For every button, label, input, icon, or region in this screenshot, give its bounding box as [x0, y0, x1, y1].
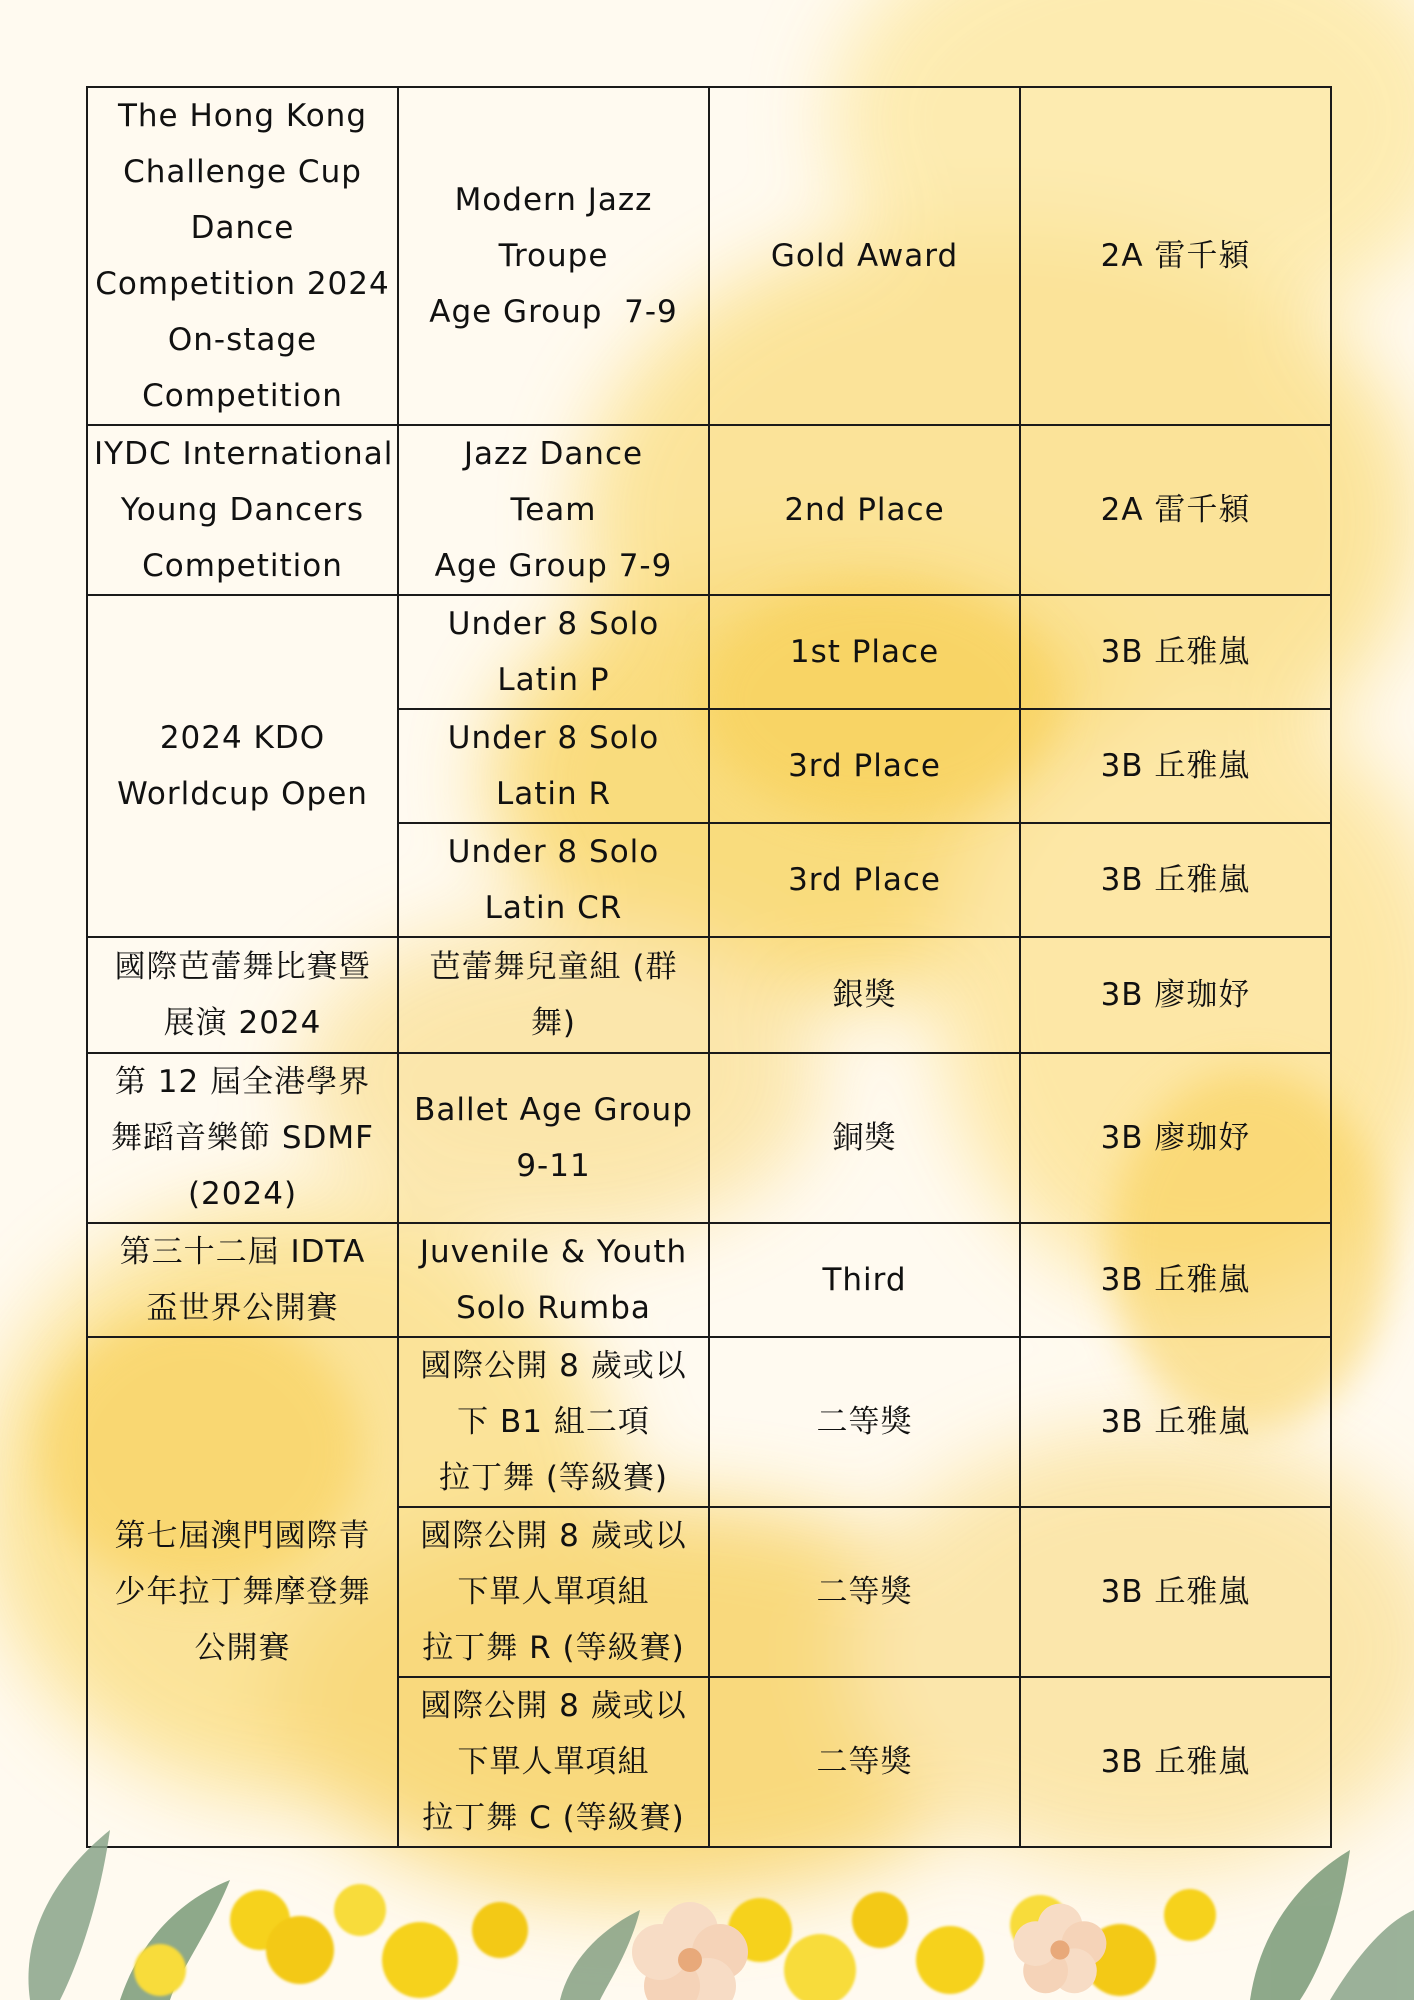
- category-cell: Under 8 Solo Latin CR: [398, 823, 709, 937]
- category-cell: Modern Jazz Troupe Age Group 7-9: [398, 87, 709, 425]
- student-cell: 3B 丘雅嵐: [1020, 1337, 1331, 1507]
- student-cell: 2A 雷千潁: [1020, 87, 1331, 425]
- award-cell: 二等獎: [709, 1507, 1020, 1677]
- student-cell: 3B 丘雅嵐: [1020, 595, 1331, 709]
- category-cell: 芭蕾舞兒童組 (群 舞): [398, 937, 709, 1053]
- award-cell: 3rd Place: [709, 709, 1020, 823]
- student-cell: 3B 丘雅嵐: [1020, 1677, 1331, 1847]
- award-cell: 銅獎: [709, 1053, 1020, 1223]
- competition-cell: 第 12 屆全港學界 舞蹈音樂節 SDMF (2024): [87, 1053, 398, 1223]
- award-cell: Third: [709, 1223, 1020, 1337]
- category-cell: 國際公開 8 歲或以 下 B1 組二項 拉丁舞 (等級賽): [398, 1337, 709, 1507]
- award-cell: 二等獎: [709, 1677, 1020, 1847]
- student-cell: 3B 丘雅嵐: [1020, 709, 1331, 823]
- category-cell: Ballet Age Group 9-11: [398, 1053, 709, 1223]
- awards-table: [86, 86, 1332, 1848]
- competition-cell: 國際芭蕾舞比賽暨 展演 2024: [87, 937, 398, 1053]
- yellow-flowers-illustration: [0, 1810, 1414, 2000]
- award-cell: Gold Award: [709, 87, 1020, 425]
- award-cell: 2nd Place: [709, 425, 1020, 595]
- table-row: [87, 425, 1331, 595]
- award-cell: 1st Place: [709, 595, 1020, 709]
- category-cell: 國際公開 8 歲或以 下單人單項組 拉丁舞 R (等級賽): [398, 1507, 709, 1677]
- competition-cell: IYDC International Young Dancers Competition: [87, 425, 398, 595]
- category-cell: 國際公開 8 歲或以 下單人單項組 拉丁舞 C (等級賽): [398, 1677, 709, 1847]
- table-row: [87, 595, 1331, 709]
- table-row: [87, 1223, 1331, 1337]
- award-cell: 3rd Place: [709, 823, 1020, 937]
- table-row: [87, 1337, 1331, 1507]
- category-cell: Under 8 Solo Latin R: [398, 709, 709, 823]
- competition-cell: 2024 KDO Worldcup Open: [87, 595, 398, 937]
- category-cell: Jazz Dance Team Age Group 7-9: [398, 425, 709, 595]
- category-cell: Under 8 Solo Latin P: [398, 595, 709, 709]
- student-cell: 3B 廖珈妤: [1020, 1053, 1331, 1223]
- award-cell: 二等獎: [709, 1337, 1020, 1507]
- awards-table-container: [86, 86, 1330, 1848]
- student-cell: 2A 雷千潁: [1020, 425, 1331, 595]
- student-cell: 3B 丘雅嵐: [1020, 823, 1331, 937]
- competition-cell: 第七屆澳門國際青 少年拉丁舞摩登舞 公開賽: [87, 1337, 398, 1847]
- table-row: [87, 937, 1331, 1053]
- table-row: [87, 87, 1331, 425]
- table-row: [87, 1053, 1331, 1223]
- category-cell: Juvenile & Youth Solo Rumba: [398, 1223, 709, 1337]
- student-cell: 3B 丘雅嵐: [1020, 1223, 1331, 1337]
- student-cell: 3B 廖珈妤: [1020, 937, 1331, 1053]
- student-cell: 3B 丘雅嵐: [1020, 1507, 1331, 1677]
- competition-cell: The Hong Kong Challenge Cup Dance Competition 2024 On-stage Competition: [87, 87, 398, 425]
- award-cell: 銀獎: [709, 937, 1020, 1053]
- competition-cell: 第三十二屆 IDTA 盃世界公開賽: [87, 1223, 398, 1337]
